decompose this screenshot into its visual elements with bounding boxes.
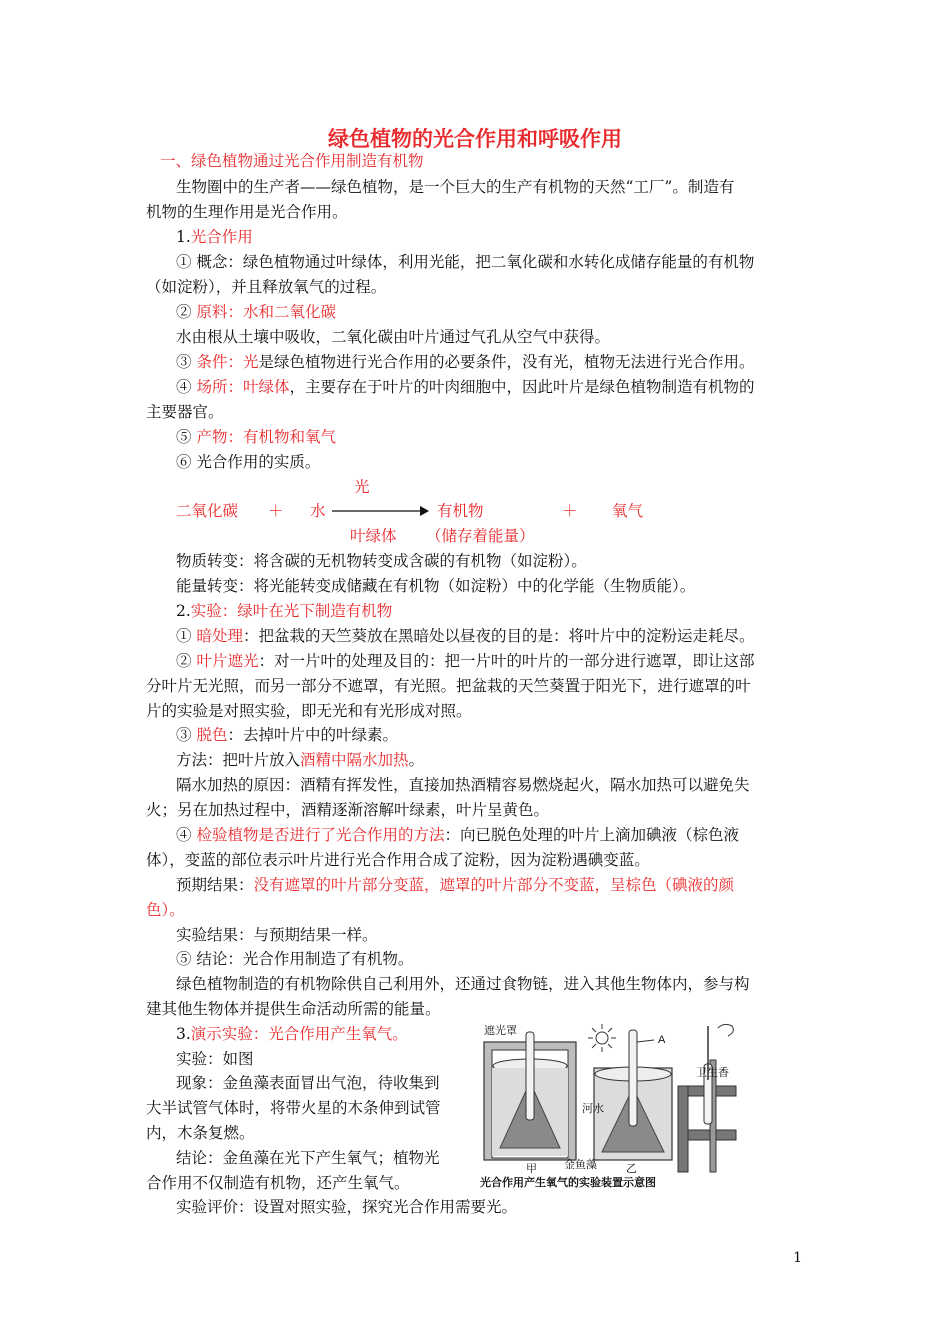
step-decolor bbox=[176, 724, 398, 746]
label-yi: 乙 bbox=[626, 1163, 637, 1175]
step-text: ：向已脱色处理的叶片上滴加碘液（棕色液 bbox=[444, 826, 739, 844]
step-leaf-shading bbox=[176, 650, 754, 672]
subheading-number: 2. bbox=[176, 602, 191, 620]
apparatus-diagram bbox=[478, 1020, 740, 1192]
equation-co2: 二氧化碳 bbox=[176, 502, 239, 520]
demo-experiment: 实验：如图 bbox=[176, 1050, 254, 1068]
label-river-water: 河水 bbox=[582, 1103, 604, 1115]
item-marker: ③ bbox=[176, 726, 197, 744]
raw-materials bbox=[176, 301, 336, 323]
expected-text: 没有遮罩的叶片部分变蓝，遮罩的叶片部分不变蓝，呈棕色（碘液的颜 bbox=[253, 876, 735, 894]
oxygen-experiment-figure bbox=[478, 1020, 740, 1192]
item-marker: ② bbox=[176, 303, 197, 321]
label-alga: 金鱼藻 bbox=[564, 1159, 597, 1171]
demo-conclusion-1: 结论：金鱼藻在光下产生氧气；植物光 bbox=[176, 1149, 440, 1167]
equation-oxygen: 氧气 bbox=[612, 502, 644, 520]
equation-organic: 有机物 bbox=[437, 502, 484, 520]
concept-line-1: ① 概念：绿色植物通过叶绿体，利用光能，把二氧化碳和水转化成储存能量的有机物 bbox=[176, 253, 755, 271]
expected-label: 预期结果： bbox=[176, 876, 254, 894]
subheading-experiment bbox=[176, 600, 392, 622]
label-a: A bbox=[658, 1034, 666, 1046]
page-title: 绿色植物的光合作用和呼吸作用 bbox=[328, 126, 622, 151]
equation-water: 水 bbox=[310, 502, 326, 520]
step-test-line-2: 体），变蓝的部位表示叶片进行光合作用合成了淀粉，因为淀粉遇碘变蓝。 bbox=[146, 851, 650, 869]
reason-line-1: 隔水加热的原因：酒精有挥发性，直接加热酒精容易燃烧起火，隔水加热可以避免失 bbox=[176, 776, 750, 794]
label-cover: 遮光罩 bbox=[484, 1025, 517, 1037]
step-text: ：去掉叶片中的叶绿素。 bbox=[227, 726, 398, 744]
subheading-text: 光合作用 bbox=[190, 228, 253, 246]
reaction-arrow-icon bbox=[330, 503, 430, 519]
equation-plus-1: ＋ bbox=[268, 502, 284, 520]
raw-materials-desc: 水由根从土壤中吸收，二氧化碳由叶片通过气孔从空气中获得。 bbox=[176, 328, 611, 346]
step-text: ：把盆栽的天竺葵放在黑暗处以昼夜的目的是：将叶片中的淀粉运走耗尽。 bbox=[242, 627, 755, 645]
condition-line bbox=[176, 351, 754, 373]
phenomenon-line-2: 大半试管气体时，将带火星的木条伸到试管 bbox=[146, 1099, 441, 1117]
energy-transform: 能量转变：将光能转变成储藏在有机物（如淀粉）中的化学能（生物质能）。 bbox=[176, 577, 696, 595]
subheading-demo bbox=[176, 1023, 408, 1045]
equation-energy: （储存着能量） bbox=[426, 527, 535, 545]
essence-line: ⑥ 光合作用的实质。 bbox=[176, 453, 321, 471]
method-key: 酒精中隔水加热 bbox=[300, 751, 409, 769]
step-key: 叶片遮光 bbox=[196, 652, 259, 670]
subheading-number: 3. bbox=[176, 1025, 191, 1043]
equation-light: 光 bbox=[354, 478, 370, 496]
place-line bbox=[176, 376, 754, 398]
actual-result: 实验结果：与预期结果一样。 bbox=[176, 926, 378, 944]
label-jia: 甲 bbox=[526, 1163, 537, 1175]
demo-conclusion-2: 合作用不仅制造有机物，还产生氧气。 bbox=[146, 1174, 410, 1192]
item-marker: ③ bbox=[176, 353, 197, 371]
phenomenon-line-3: 内，木条复燃。 bbox=[146, 1124, 255, 1142]
equation-plus-2: ＋ bbox=[562, 502, 578, 520]
extra-line-1: 绿色植物制造的有机物除供自己利用外，还通过食物链，进入其他生物体内，参与构 bbox=[176, 975, 750, 993]
item-marker: ② bbox=[176, 652, 197, 670]
method-text: 方法：把叶片放入 bbox=[176, 751, 301, 769]
experiment-evaluation: 实验评价：设置对照实验，探究光合作用需要光。 bbox=[176, 1198, 518, 1216]
step-dark-treatment bbox=[176, 625, 754, 647]
expected-result bbox=[176, 874, 734, 896]
figure-caption: 光合作用产生氧气的实验装置示意图 bbox=[480, 1177, 656, 1189]
item-marker: ④ bbox=[176, 378, 197, 396]
step-leaf-shading-line-3: 片的实验是对照实验，即无光和有光形成对照。 bbox=[146, 702, 472, 720]
products-text: 产物：有机物和氧气 bbox=[196, 428, 336, 446]
label-incense: 卫生香 bbox=[696, 1067, 729, 1079]
step-key: 暗处理 bbox=[196, 627, 243, 645]
subheading-text: 实验：绿叶在光下制造有机物 bbox=[190, 602, 393, 620]
step-text: ：对一片叶的处理及目的：把一片叶的叶片的一部分进行遮罩，即让这部 bbox=[258, 652, 755, 670]
place-line-2: 主要器官。 bbox=[146, 403, 224, 421]
condition-text: 是绿色植物进行光合作用的必要条件，没有光，植物无法进行光合作用。 bbox=[258, 353, 755, 371]
products-line bbox=[176, 426, 336, 448]
conclusion-line: ⑤ 结论：光合作用制造了有机物。 bbox=[176, 950, 414, 968]
reason-line-2: 火；另在加热过程中，酒精逐渐溶解叶绿素，叶片呈黄色。 bbox=[146, 801, 550, 819]
raw-materials-text: 原料：水和二氧化碳 bbox=[196, 303, 336, 321]
step-key: 脱色 bbox=[196, 726, 228, 744]
expected-result-line-2: 色）。 bbox=[146, 901, 185, 919]
section-heading: 一、绿色植物通过光合作用制造有机物 bbox=[160, 152, 424, 170]
item-marker: ④ bbox=[176, 826, 197, 844]
extra-line-2: 建其他生物体并提供生命活动所需的能量。 bbox=[146, 1000, 441, 1018]
condition-key: 条件：光 bbox=[196, 353, 259, 371]
subheading-text: 演示实验：光合作用产生氧气。 bbox=[190, 1025, 408, 1043]
intro-line-1: 生物圈中的生产者——绿色植物，是一个巨大的生产有机物的天然“工厂”。制造有 bbox=[176, 178, 735, 196]
page-number: 1 bbox=[793, 1250, 802, 1266]
phenomenon-line-1: 现象：金鱼藻表面冒出气泡，待收集到 bbox=[176, 1074, 440, 1092]
step-leaf-shading-line-2: 分叶片无光照，而另一部分不遮罩，有光照。把盆栽的天竺葵置于阳光下，进行遮罩的叶 bbox=[146, 677, 751, 695]
step-test bbox=[176, 824, 739, 846]
subheading-photosynthesis bbox=[176, 226, 253, 248]
place-text: ，主要存在于叶片的叶肉细胞中，因此叶片是绿色植物制造有机物的 bbox=[289, 378, 755, 396]
item-marker: ⑤ bbox=[176, 428, 197, 446]
method-end: 。 bbox=[408, 751, 425, 769]
matter-transform: 物质转变：将含碳的无机物转变成含碳的有机物（如淀粉）。 bbox=[176, 552, 587, 570]
item-marker: ① bbox=[176, 627, 197, 645]
intro-line-2: 机物的生理作用是光合作用。 bbox=[146, 203, 348, 221]
place-key: 场所：叶绿体 bbox=[196, 378, 290, 396]
subheading-number: 1. bbox=[176, 228, 191, 246]
method-line bbox=[176, 749, 424, 771]
equation-chloroplast: 叶绿体 bbox=[350, 527, 397, 545]
step-key: 检验植物是否进行了光合作用的方法 bbox=[196, 826, 445, 844]
concept-line-2: （如淀粉），并且释放氧气的过程。 bbox=[146, 278, 387, 296]
